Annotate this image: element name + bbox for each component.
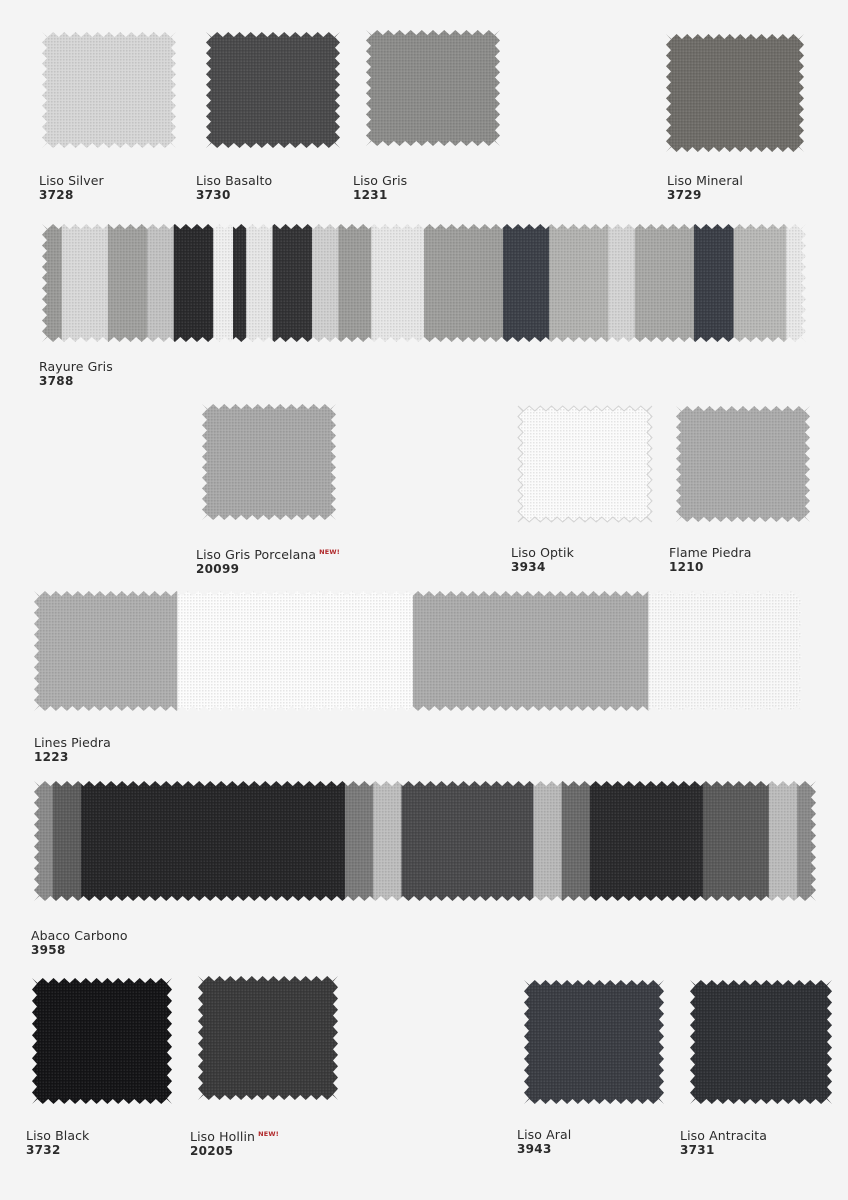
swatch-name: Abaco Carbono: [31, 928, 128, 943]
new-badge: NEW!: [258, 1130, 279, 1138]
swatch-code: 3729: [667, 188, 702, 202]
swatch-rayure-gris: [42, 224, 806, 342]
swatch-liso-gris-porcelana: [202, 404, 336, 520]
label-liso-silver: [39, 173, 104, 203]
swatch-code: 3732: [26, 1143, 61, 1157]
swatch-code: 3943: [517, 1142, 552, 1156]
label-rayure-gris: [39, 359, 113, 389]
swatch-liso-basalto: [206, 32, 340, 148]
swatch-liso-aral: [524, 980, 664, 1104]
swatch-code: 1231: [353, 188, 388, 202]
label-liso-gris-porcelana: [196, 545, 340, 577]
swatch-abaco-carbono: [34, 781, 816, 901]
swatch-liso-hollin: [198, 976, 338, 1100]
label-liso-aral: [517, 1127, 571, 1157]
swatch-flame-piedra: [676, 406, 810, 522]
swatch-code: 3730: [196, 188, 231, 202]
label-lines-piedra: [34, 735, 111, 765]
swatch-liso-mineral: [666, 34, 804, 152]
swatch-name: Liso Aral: [517, 1127, 572, 1142]
swatch-name: Liso Hollin $^{NEW!}$: [190, 1129, 279, 1145]
swatch-code: 1223: [34, 750, 69, 764]
swatch-name: Liso Silver: [39, 173, 104, 188]
swatch-name: Liso Antracita: [680, 1128, 768, 1143]
swatch-name: Flame Piedra: [669, 545, 752, 560]
label-liso-basalto: [196, 173, 272, 203]
swatch-code: 3958: [31, 943, 66, 957]
swatch-liso-black: [32, 978, 172, 1104]
swatch-code: 20099: [196, 562, 240, 577]
label-liso-hollin: [190, 1127, 279, 1159]
label-flame-piedra: [669, 545, 752, 575]
swatch-name: Liso Mineral: [667, 173, 743, 188]
swatch-liso-optik: [518, 406, 652, 522]
swatch-code: 20205: [190, 1144, 234, 1159]
label-liso-mineral: [667, 173, 743, 203]
swatch-name: Liso Black: [26, 1128, 90, 1143]
swatch-code: 1210: [669, 560, 704, 574]
new-badge: NEW!: [319, 548, 340, 556]
swatch-name: Rayure Gris: [39, 359, 113, 374]
label-liso-antracita: [680, 1128, 767, 1158]
label-liso-gris: [353, 173, 407, 203]
swatch-code: 3788: [39, 374, 74, 388]
swatch-code: 3728: [39, 188, 74, 202]
swatch-lines-piedra: [34, 591, 802, 711]
label-liso-black: [26, 1128, 89, 1158]
label-abaco-carbono: [31, 928, 128, 958]
swatch-name: Liso Gris: [353, 173, 408, 188]
swatch-name: Liso Basalto: [196, 173, 273, 188]
swatch-name: Liso Gris Porcelana $^{NEW!}$: [196, 547, 340, 563]
swatch-name: Lines Piedra: [34, 735, 111, 750]
swatch-liso-silver: [42, 32, 176, 148]
swatch-code: 3731: [680, 1143, 715, 1157]
swatch-name: Liso Optik: [511, 545, 574, 560]
swatch-code: 3934: [511, 560, 546, 574]
swatch-liso-gris: [366, 30, 500, 146]
swatch-liso-antracita: [690, 980, 832, 1104]
label-liso-optik: [511, 545, 574, 575]
